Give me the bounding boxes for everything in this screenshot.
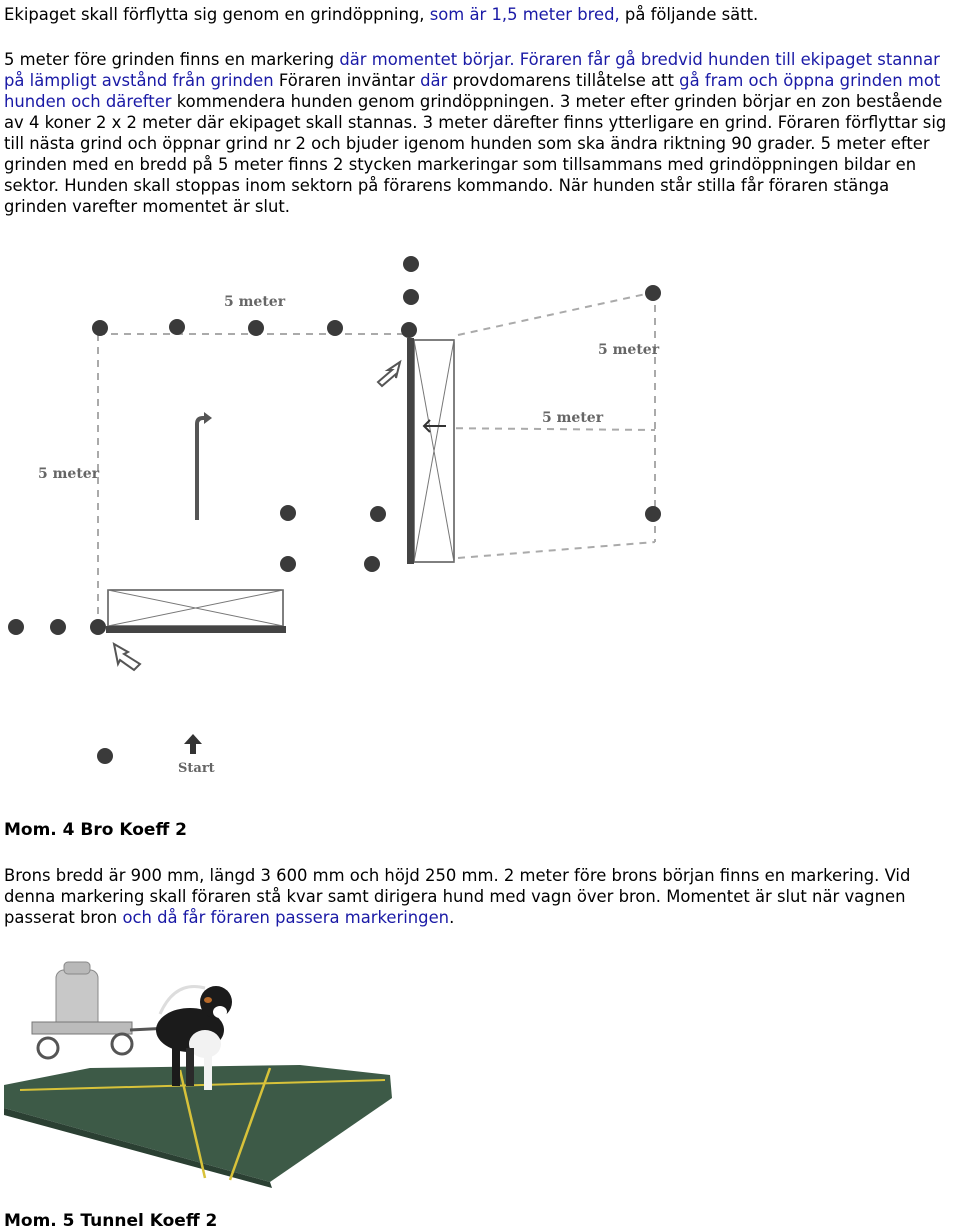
cone-markers: [8, 256, 661, 764]
grind-text-2: där momentet börjar. Föraren får gå bredvid hunden till ekipaget stannar på lämpligt avstånd från grinden: [4, 50, 940, 90]
grind-text-4: där: [420, 71, 448, 90]
intro-text-1: Ekipaget skall förflytta sig genom en grindöppning,: [4, 5, 430, 24]
gate-2: [106, 590, 286, 633]
cone-marker: [364, 556, 380, 572]
cone-marker: [645, 285, 661, 301]
grind-text-7: kommendera hunden genom grindöppningen. 3 meter efter grinden börjar en zon bestående av 4 koner 2 x 2 meter där ekipaget skall stannas. 3 meter därefter finns ytterligare en grind. Föraren förflyttar sig till nästa grind och öppnar grind nr 2 och bjuder igenom hunden som ska ändra riktning 90 grader. 5 meter efter grinden med en bredd på 5 meter finns 2 stycken markeringar som tillsammans med grindöppningen bildar en sektor. Hunden skall stoppas inom sektorn på förarens kommando. När hunden står stilla får föraren stänga grinden varefter momentet är slut.: [4, 92, 947, 216]
bro-text-2: och då får föraren passera markeringen: [122, 908, 450, 927]
cone-marker: [280, 505, 296, 521]
dog-bridge-photo: [0, 950, 400, 1190]
start-label: Start: [178, 761, 215, 776]
dashed-boundary-lines: [98, 292, 655, 620]
cone-marker: [248, 320, 264, 336]
grind-description-paragraph: [4, 49, 956, 217]
grind-text-5: provdomarens tillåtelse att: [447, 71, 680, 90]
label-left-5-meter: 5 meter: [38, 466, 100, 482]
label-right-top-5-meter: 5 meter: [598, 342, 660, 358]
cone-marker: [403, 256, 419, 272]
bro-text-1: Brons bredd är 900 mm, längd 3 600 mm och höjd 250 mm. 2 meter före brons början finns en markering. Vid denna markering skall föraren stå kvar samt dirigera hund med vagn över bron. Momentet är slut när vagnen passerat bron: [4, 866, 911, 927]
label-right-mid-5-meter: 5 meter: [542, 410, 604, 426]
cone-marker: [90, 619, 106, 635]
cone-marker: [169, 319, 185, 335]
cone-marker: [327, 320, 343, 336]
cone-marker: [97, 748, 113, 764]
direction-arrow-icon: [197, 418, 206, 520]
intro-text-3: på följande sätt.: [619, 5, 759, 24]
cone-marker: [645, 506, 661, 522]
milk-can-cart-icon: [32, 962, 170, 1058]
grind-course-diagram: [0, 240, 960, 785]
hollow-arrow-icon: [378, 362, 400, 386]
mom4-heading: Mom. 4 Bro Koeff 2: [4, 820, 187, 840]
cone-marker: [280, 556, 296, 572]
cone-marker: [92, 320, 108, 336]
intro-text-2: som är 1,5 meter bred,: [429, 5, 620, 24]
hollow-arrow-icon: [114, 644, 140, 670]
bro-description-paragraph: [4, 865, 956, 928]
mom5-heading: Mom. 5 Tunnel Koeff 2: [4, 1211, 218, 1231]
grind-text-6: gå fram och öppna grinden mot hunden och därefter: [4, 71, 941, 111]
grind-text-3: Föraren inväntar: [273, 71, 421, 90]
cone-marker: [8, 619, 24, 635]
intro-paragraph: [4, 4, 956, 25]
cone-marker: [401, 322, 417, 338]
cone-marker: [50, 619, 66, 635]
grind-text-1: 5 meter före grinden finns en markering: [4, 50, 340, 69]
cone-marker: [403, 289, 419, 305]
start-arrow-icon: [184, 734, 202, 754]
cone-marker: [370, 506, 386, 522]
bro-text-3: .: [449, 908, 455, 927]
gate-1: [407, 338, 454, 564]
label-top-5-meter: 5 meter: [224, 294, 286, 310]
